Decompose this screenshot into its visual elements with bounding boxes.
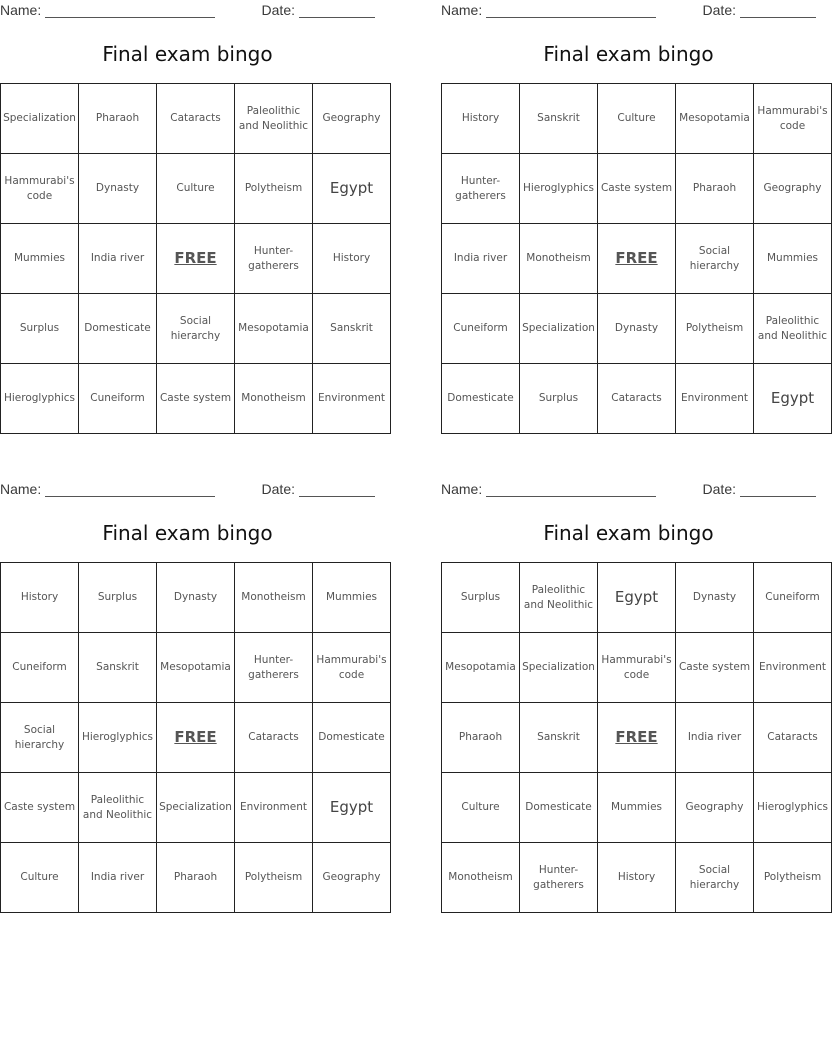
bingo-cell: Social hierarchy [676, 224, 754, 294]
date-blank-line [740, 484, 816, 497]
bingo-grid [441, 83, 832, 434]
bingo-cell: Domesticate [520, 773, 598, 843]
date-label: Date: [261, 481, 295, 497]
bingo-cell: Caste system [1, 773, 79, 843]
grid-row [442, 843, 832, 913]
grid-row [442, 154, 832, 224]
bingo-cell: Geography [313, 84, 391, 154]
bingo-cell: Sanskrit [520, 84, 598, 154]
bingo-cell: Specialization [157, 773, 235, 843]
date-blank-line [299, 5, 375, 18]
bingo-cell: Polytheism [676, 294, 754, 364]
bingo-cell: Mesopotamia [442, 633, 520, 703]
grid-row [442, 294, 832, 364]
bingo-cell: Geography [676, 773, 754, 843]
bingo-cell: Culture [598, 84, 676, 154]
name-blank-line [486, 484, 656, 497]
bingo-cell: History [313, 224, 391, 294]
bingo-cell: Hunter-gatherers [235, 224, 313, 294]
grid-row [1, 84, 391, 154]
bingo-cell: Mesopotamia [235, 294, 313, 364]
name-label: Name: [441, 481, 483, 497]
bingo-cell: Monotheism [235, 364, 313, 434]
name-date-row [441, 2, 816, 20]
bingo-cell: Egypt [598, 563, 676, 633]
bingo-cell: Geography [313, 843, 391, 913]
bingo-cell: Sanskrit [520, 703, 598, 773]
name-label: Name: [441, 2, 483, 18]
bingo-cell: Cataracts [598, 364, 676, 434]
bingo-cell: Hieroglyphics [1, 364, 79, 434]
bingo-cell: Polytheism [235, 154, 313, 224]
bingo-cell: Egypt [313, 773, 391, 843]
name-blank-line [486, 5, 656, 18]
bingo-cell: Culture [442, 773, 520, 843]
bingo-cell: Hunter-gatherers [235, 633, 313, 703]
bingo-cell: Hammurabi's code [754, 84, 832, 154]
bingo-cell: Domesticate [313, 703, 391, 773]
bingo-cell: Paleolithic and Neolithic [754, 294, 832, 364]
bingo-cell: Hieroglyphics [520, 154, 598, 224]
bingo-cell: Cataracts [235, 703, 313, 773]
bingo-cell: Pharaoh [157, 843, 235, 913]
bingo-cell: Geography [754, 154, 832, 224]
name-label: Name: [0, 481, 42, 497]
free-space-cell: FREE [598, 224, 676, 294]
free-space-cell: FREE [157, 224, 235, 294]
grid-row [1, 224, 391, 294]
grid-row [1, 773, 391, 843]
card-title: Final exam bingo [102, 42, 273, 66]
grid-row [1, 703, 391, 773]
bingo-cell: Polytheism [235, 843, 313, 913]
grid-row [442, 364, 832, 434]
bingo-cell: Dynasty [676, 563, 754, 633]
bingo-cell: Surplus [520, 364, 598, 434]
grid-row [1, 633, 391, 703]
bingo-cell: Domesticate [79, 294, 157, 364]
bingo-cell: Environment [313, 364, 391, 434]
bingo-cell: Surplus [79, 563, 157, 633]
bingo-cell: Egypt [754, 364, 832, 434]
date-blank-line [299, 484, 375, 497]
grid-row [1, 364, 391, 434]
bingo-cell: Sanskrit [79, 633, 157, 703]
bingo-cell: Culture [157, 154, 235, 224]
bingo-cell: India river [79, 843, 157, 913]
grid-row [1, 154, 391, 224]
bingo-cell: Cataracts [754, 703, 832, 773]
bingo-cell: Egypt [313, 154, 391, 224]
bingo-cell: Surplus [1, 294, 79, 364]
bingo-cell: Monotheism [235, 563, 313, 633]
bingo-cell: Monotheism [442, 843, 520, 913]
grid-row [442, 773, 832, 843]
bingo-cell: Hieroglyphics [79, 703, 157, 773]
date-label: Date: [702, 481, 736, 497]
bingo-cell: India river [79, 224, 157, 294]
name-blank-line [45, 484, 215, 497]
name-date-row [0, 2, 375, 20]
bingo-grid [441, 562, 832, 913]
bingo-cell: Sanskrit [313, 294, 391, 364]
bingo-cell: Hunter-gatherers [520, 843, 598, 913]
bingo-cell: Mummies [313, 563, 391, 633]
bingo-cell: Dynasty [79, 154, 157, 224]
name-label: Name: [0, 2, 42, 18]
bingo-grid [0, 83, 391, 434]
bingo-cell: Hieroglyphics [754, 773, 832, 843]
bingo-cell: Culture [1, 843, 79, 913]
bingo-cell: Cataracts [157, 84, 235, 154]
bingo-cell: India river [676, 703, 754, 773]
bingo-cell: Mesopotamia [157, 633, 235, 703]
date-label: Date: [261, 2, 295, 18]
free-space-cell: FREE [598, 703, 676, 773]
bingo-cell: Polytheism [754, 843, 832, 913]
bingo-cell: Surplus [442, 563, 520, 633]
bingo-cell: Cuneiform [754, 563, 832, 633]
name-date-row [0, 481, 375, 499]
bingo-cell: Hammurabi's code [313, 633, 391, 703]
bingo-cell: Social hierarchy [676, 843, 754, 913]
grid-row [442, 224, 832, 294]
bingo-cell: Caste system [157, 364, 235, 434]
bingo-cell: Paleolithic and Neolithic [79, 773, 157, 843]
bingo-cell: Mummies [1, 224, 79, 294]
grid-row [442, 563, 832, 633]
bingo-cell: Specialization [520, 633, 598, 703]
bingo-cell: Specialization [1, 84, 79, 154]
bingo-cell: Pharaoh [676, 154, 754, 224]
bingo-cell: Pharaoh [442, 703, 520, 773]
bingo-cell: Environment [235, 773, 313, 843]
bingo-cell: History [1, 563, 79, 633]
grid-row [1, 843, 391, 913]
bingo-cell: Hammurabi's code [598, 633, 676, 703]
grid-row [442, 633, 832, 703]
grid-row [442, 84, 832, 154]
card-title: Final exam bingo [543, 42, 714, 66]
grid-row [442, 703, 832, 773]
card-title: Final exam bingo [102, 521, 273, 545]
bingo-grid [0, 562, 391, 913]
grid-row [1, 294, 391, 364]
bingo-cell: Hammurabi's code [1, 154, 79, 224]
name-date-row [441, 481, 816, 499]
bingo-cell: Specialization [520, 294, 598, 364]
bingo-cell: Mummies [598, 773, 676, 843]
bingo-cell: History [442, 84, 520, 154]
free-space-cell: FREE [157, 703, 235, 773]
bingo-cell: Cuneiform [1, 633, 79, 703]
grid-row [1, 563, 391, 633]
bingo-cell: Mesopotamia [676, 84, 754, 154]
bingo-cell: Hunter-gatherers [442, 154, 520, 224]
card-title: Final exam bingo [543, 521, 714, 545]
bingo-cell: Caste system [676, 633, 754, 703]
bingo-cell: Dynasty [598, 294, 676, 364]
bingo-cell: India river [442, 224, 520, 294]
bingo-cell: Mummies [754, 224, 832, 294]
bingo-cell: Caste system [598, 154, 676, 224]
bingo-cell: Paleolithic and Neolithic [235, 84, 313, 154]
name-blank-line [45, 5, 215, 18]
bingo-cell: Dynasty [157, 563, 235, 633]
bingo-cell: Monotheism [520, 224, 598, 294]
bingo-cell: Pharaoh [79, 84, 157, 154]
bingo-cell: History [598, 843, 676, 913]
bingo-cell: Cuneiform [79, 364, 157, 434]
bingo-cell: Social hierarchy [1, 703, 79, 773]
bingo-cell: Paleolithic and Neolithic [520, 563, 598, 633]
bingo-cell: Domesticate [442, 364, 520, 434]
bingo-cell: Social hierarchy [157, 294, 235, 364]
date-blank-line [740, 5, 816, 18]
bingo-cell: Environment [754, 633, 832, 703]
bingo-cell: Environment [676, 364, 754, 434]
date-label: Date: [702, 2, 736, 18]
bingo-cell: Cuneiform [442, 294, 520, 364]
